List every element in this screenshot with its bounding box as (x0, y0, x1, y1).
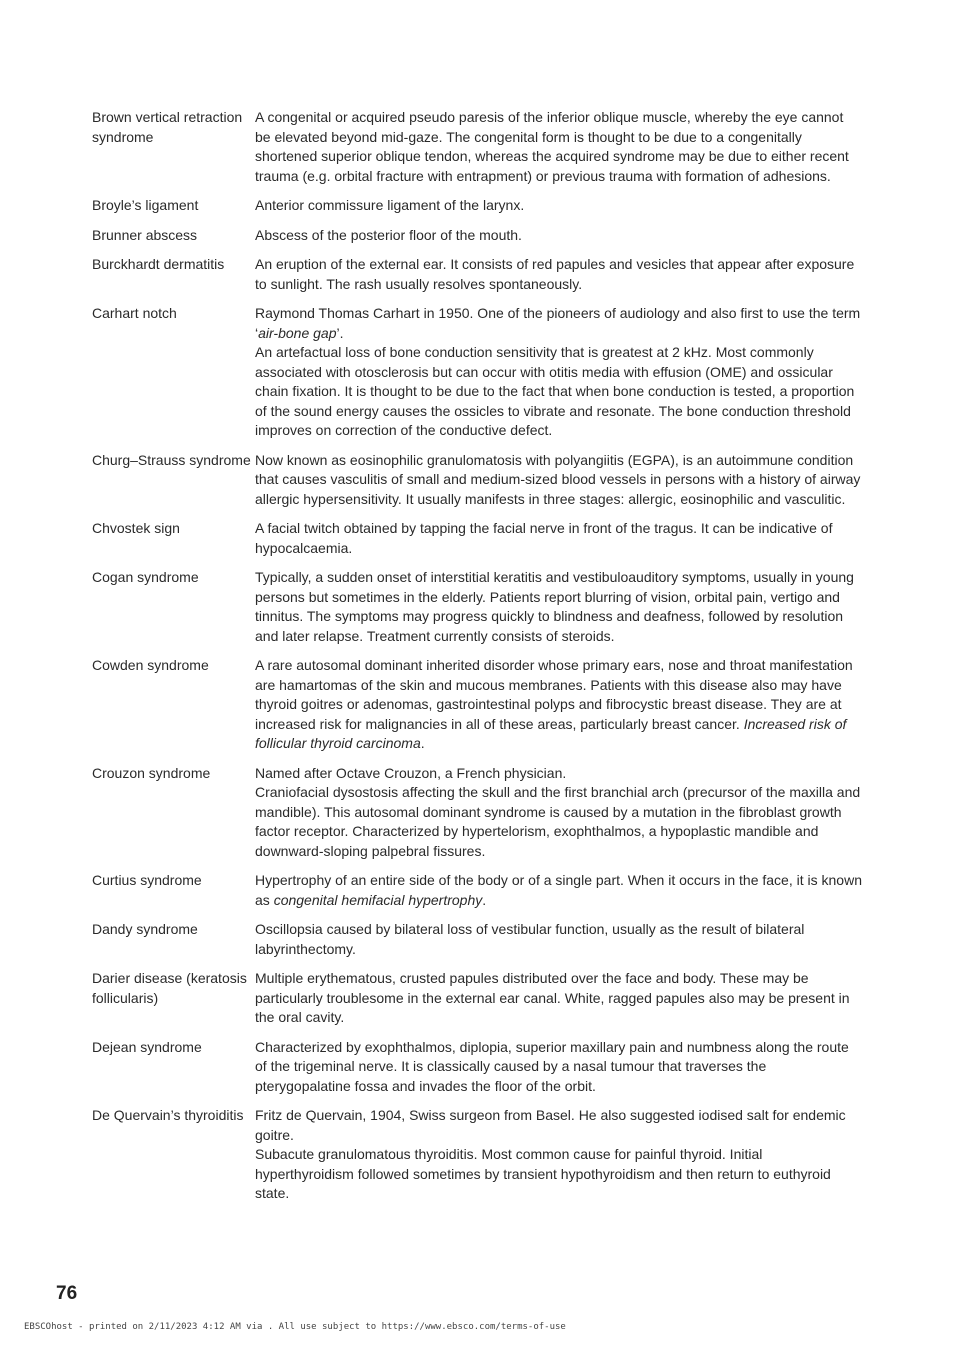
entry-definition (255, 969, 862, 1028)
definition-text: Anterior commissure ligament of the larynx. (255, 197, 525, 213)
entry-term: Broyle’s ligament (92, 197, 199, 213)
entry-term: Burckhardt dermatitis (92, 256, 225, 272)
entry-definition (255, 255, 862, 294)
definition-text-after: ’. (336, 324, 344, 341)
definition-text: Subacute granulomatous thyroiditis. Most common cause for painful thyroid. Initial hyperthyroidism followed sometimes by transient hypothyroidism and then return to euthyroid state. (255, 1146, 831, 1201)
glossary-entry (92, 196, 862, 216)
definition-text: Typically, a sudden onset of interstitial keratitis and vestibuloauditory symptoms, usually in young persons but sometimes in the elderly. Patients report blurring of vision, orbital pain, vertigo and tinnitus. The symptoms may progress quickly to blindness and deafness, followed by resolution and later relapse. Treatment currently consists of steroids. (255, 569, 854, 644)
glossary-entry (92, 871, 862, 910)
definition-text: Abscess of the posterior floor of the mouth. (255, 226, 522, 243)
entry-definition (255, 226, 862, 246)
glossary-entry (92, 1038, 862, 1097)
definition-paragraph (255, 451, 862, 510)
entry-term: De Quervain’s thyroiditis (92, 1107, 244, 1123)
entry-term: Darier disease (keratosis follicularis) (92, 970, 247, 1006)
definition-text-after: . (420, 735, 425, 751)
definition-paragraph (255, 343, 862, 441)
entry-definition (255, 451, 862, 510)
glossary-entry (92, 656, 862, 754)
definition-paragraph (255, 196, 862, 216)
glossary-entries (92, 108, 862, 1214)
definition-text: A facial twitch obtained by tapping the facial nerve in front of the tragus. It can be indicative of hypocalcaemia. (255, 520, 833, 556)
definition-paragraph (255, 1038, 862, 1097)
definition-text-after: . (482, 891, 487, 908)
definition-paragraph (255, 519, 862, 558)
definition-text: A congenital or acquired pseudo paresis of the inferior oblique muscle, whereby the eye cannot be elevated beyond mid-gaze. The congenital form is thought to be due to a congenitally shortened superior oblique tendon, whereas the acquired syndrome may be due to either recent trauma (e.g. orbital fracture with entrapment) or previous trauma with formation of adhesions. (255, 109, 849, 184)
definition-paragraph (255, 108, 862, 186)
glossary-entry (92, 255, 862, 294)
definition-text: Multiple erythematous, crusted papules distributed over the face and body. These may be particularly troublesome in the external ear canal. White, ragged papules also may be present in the oral cavity. (255, 970, 850, 1025)
footer-notice: EBSCOhost - printed on 2/11/2023 4:12 AM via . All use subject to https://www.ebsco.com/terms-of-use (24, 1322, 566, 1332)
definition-paragraph (255, 969, 862, 1028)
definition-text: An artefactual loss of bone conduction sensitivity that is greatest at 2 kHz. Most commonly associated with otosclerosis but can occur with otitis media with effusion (OME) and ossicular chain fixation. It is thought to be due to the fact that when bone conduction is tested, a proportion of the sound energy causes the ossicles to vibrate and resonate. The bone conduction threshold improves on correction of the conductive defect. (255, 344, 855, 438)
definition-text: Characterized by exophthalmos, diplopia, superior maxillary pain and numbness along the route of the trigeminal nerve. It is classically caused by a nasal tumour that traverses the pterygopalatine fossa and invades the floor of the orbit. (255, 1038, 849, 1094)
definition-paragraph (255, 871, 862, 910)
definition-paragraph (255, 255, 862, 294)
definition-emphasis: air-bone gap (258, 324, 337, 341)
definition-text: Oscillopsia caused by bilateral loss of vestibular function, usually as the result of bilateral labyrinthectomy. (255, 921, 805, 957)
entry-definition (255, 1106, 862, 1204)
entry-definition (255, 656, 862, 754)
entry-term: Cowden syndrome (92, 657, 209, 673)
definition-text: Hypertrophy of an entire side of the body or of a single part. When it occurs in the face, it is known as (255, 872, 862, 908)
definition-text: Named after Octave Crouzon, a French physician. (255, 764, 567, 781)
glossary-entry (92, 304, 862, 441)
definition-text: An eruption of the external ear. It consists of red papules and vesicles that appear after exposure to sunlight. The rash usually resolves spontaneously. (255, 256, 855, 292)
entry-term: Cogan syndrome (92, 569, 199, 585)
entry-definition (255, 568, 862, 646)
definition-paragraph (255, 304, 862, 343)
definition-paragraph (255, 568, 862, 646)
definition-emphasis: Increased risk of follicular thyroid carcinoma (255, 715, 847, 751)
entry-definition (255, 1038, 862, 1097)
definition-paragraph (255, 764, 862, 784)
definition-paragraph (255, 783, 862, 861)
glossary-entry (92, 764, 862, 862)
entry-term: Brunner abscess (92, 226, 198, 243)
glossary-entry (92, 451, 862, 510)
entry-term: Dejean syndrome (92, 1038, 202, 1055)
entry-definition (255, 871, 862, 910)
definition-paragraph (255, 920, 862, 959)
glossary-entry (92, 920, 862, 959)
definition-text: Craniofacial dysostosis affecting the skull and the first branchial arch (precursor of the maxilla and mandible). This autosomal dominant syndrome is caused by a mutation in the fibroblast growth factor receptor. Characterized by hypertelorism, exophthalmos, a hypoplastic mandible and downward-sloping palpebral fissures. (255, 784, 861, 859)
glossary-entry (92, 226, 862, 246)
entry-term: Chvostek sign (92, 520, 180, 536)
glossary-entry (92, 969, 862, 1028)
definition-paragraph (255, 226, 862, 246)
entry-definition (255, 764, 862, 862)
entry-definition (255, 519, 862, 558)
definition-text: Raymond Thomas Carhart in 1950. One of the pioneers of audiology and also first to use the term ‘ (255, 305, 861, 341)
entry-term: Crouzon syndrome (92, 764, 211, 781)
definition-paragraph (255, 1145, 862, 1204)
definition-text: Now known as eosinophilic granulomatosis with polyangiitis (EGPA), is an autoimmune condition that causes vasculitis of small and medium-sized blood vessels in persons with a history of airway allergic hypersensitivity. It usually manifests in three stages: allergic, eosinophilic and vasculitic. (255, 451, 861, 507)
glossary-entry (92, 568, 862, 646)
entry-definition (255, 920, 862, 959)
page-number: 76 (56, 1283, 78, 1304)
entry-definition (255, 108, 862, 186)
definition-paragraph (255, 656, 862, 754)
glossary-entry (92, 108, 862, 186)
entry-term: Churg–Strauss syndrome (92, 451, 251, 468)
definition-emphasis: congenital hemifacial hypertrophy (273, 891, 483, 908)
entry-definition (255, 196, 862, 216)
entry-term: Curtius syndrome (92, 872, 202, 888)
glossary-entry (92, 1106, 862, 1204)
definition-text: A rare autosomal dominant inherited disorder whose primary ears, nose and throat manifestation are hamartomas of the skin and mucous membranes. Patients with this disease also may have thyroid goitres or adenomas, gastrointestinal polyps and fibrocystic breast disease. They are at increased risk for malignancies in all of these areas, particularly breast cancer. (255, 657, 853, 732)
entry-definition (255, 304, 862, 441)
glossary-entry (92, 519, 862, 558)
definition-paragraph (255, 1106, 862, 1145)
entry-term: Carhart notch (92, 305, 177, 321)
entry-term: Dandy syndrome (92, 921, 198, 937)
entry-term: Brown vertical retraction syndrome (92, 109, 243, 145)
definition-text: Fritz de Quervain, 1904, Swiss surgeon from Basel. He also suggested iodised salt for endemic goitre. (255, 1107, 846, 1143)
